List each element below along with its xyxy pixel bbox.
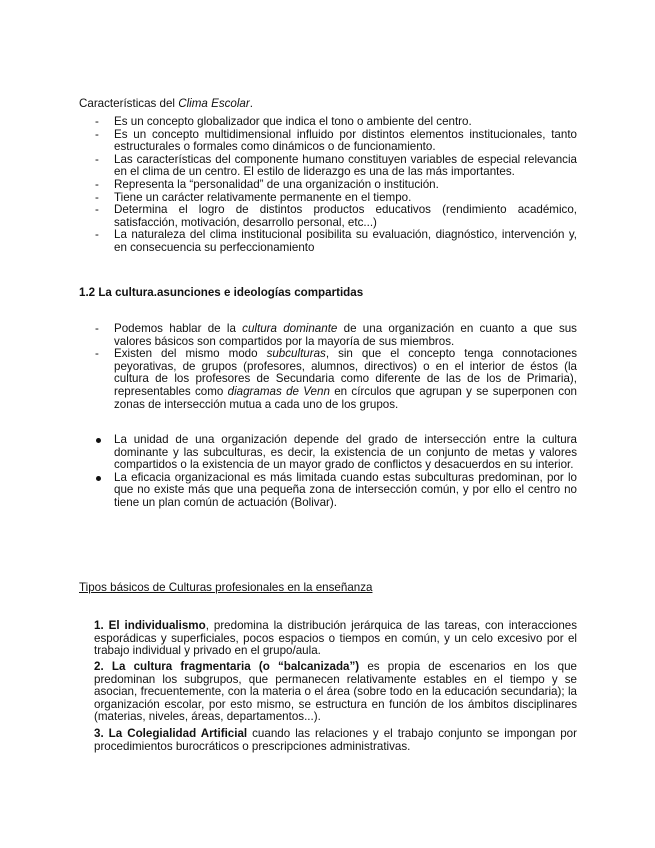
list-item: - Tiene un carácter relativamente permanente en el tiempo. bbox=[95, 190, 412, 204]
clima-heading: Características del Clima Escolar. bbox=[79, 97, 253, 110]
list-item: - Representa la “personalidad” de una organización o institución. bbox=[95, 177, 439, 191]
list-item: - Determina el logro de distintos productos educativos (rendimiento académico, satisfacción, motivación, desarrollo personal, etc...) bbox=[95, 203, 577, 229]
tipos-paragraph-3: 3. La Colegialidad Artificial cuando las relaciones y el trabajo conjunto se impongan por procedimientos burocráticos o prescripciones administrativas. bbox=[94, 727, 577, 753]
list-item: - Es un concepto globalizador que indica el tono o ambiente del centro. bbox=[95, 115, 472, 128]
list-item: La unidad de una organización depende del grado de intersección entre la cultura dominante y las subculturas, es decir, la existencia de un conjunto de metas y valores compartidos o la existencia de un mayor grado de conflictos y desacuerdos en su interior. bbox=[114, 434, 577, 472]
list-item: - Existen del mismo modo subculturas, sin que el concepto tenga connotaciones peyorativas, de grupos (profesores, alumnos, directivos) o en el interior de éstos (la cultura de los profesores de Secundaria como diferente de las de los de Primaria), representables como diagramas de Venn en círculos que agrupan y se superponen con zonas de intersección mutua a cada uno de los grupos. bbox=[95, 347, 577, 411]
clima-list bbox=[95, 115, 577, 255]
list-item: La eficacia organizacional es más limitada cuando estas subculturas predominan, por lo que no existe más que una pequeña zona de intersección común, y por ello el centro no tiene un plan común de actuación (Bolivar). bbox=[114, 472, 577, 510]
cultura-bullet-list bbox=[114, 434, 577, 510]
list-item: - Las características del componente humano constituyen variables de especial relevancia en el clima de un centro. El estilo de liderazgo es una de las más importantes. bbox=[95, 152, 577, 179]
tipos-paragraph-2: 2. La cultura fragmentaria (o “balcanizada”) es propia de escenarios en los que predominan los subgrupos, que permanecen relativamente estables en el tiempo y se asocian, frecuentemente, con la materia o el área (sobre todo en la educación secundaria); la organización escolar, por esto mismo, se estructura en función de los ámbitos disciplinares (materias, niveles, áreas, departamentos...). bbox=[94, 660, 578, 724]
cultura-heading: 1.2 La cultura.asunciones e ideologías compartidas bbox=[79, 286, 364, 299]
bullet-icon bbox=[96, 476, 101, 481]
list-item: - La naturaleza del clima institucional posibilita su evaluación, diagnóstico, intervención y, en consecuencia su perfeccionamiento bbox=[95, 228, 577, 254]
bullet-icon bbox=[96, 438, 101, 443]
list-item: - Es un concepto multidimensional influido por distintos elementos institucionales, tanto estructurales o formales como dinámicos o de funcionamiento. bbox=[95, 127, 577, 154]
cultura-dash-list bbox=[95, 322, 577, 411]
tipos-heading: Tipos básicos de Culturas profesionales en la enseñanza bbox=[79, 581, 373, 594]
list-item: - Podemos hablar de la cultura dominante de una organización en cuanto a que sus valores básicos son compartidos por la mayoría de sus miembros. bbox=[95, 322, 577, 348]
tipos-paragraph-1: 1. El individualismo, predomina la distribución jerárquica de las tareas, con interacciones esporádicas y superficiales, pocos espacios o tiempos en común, y un celo excesivo por el trabajo individual y privado en el grupo/aula. bbox=[94, 619, 578, 658]
